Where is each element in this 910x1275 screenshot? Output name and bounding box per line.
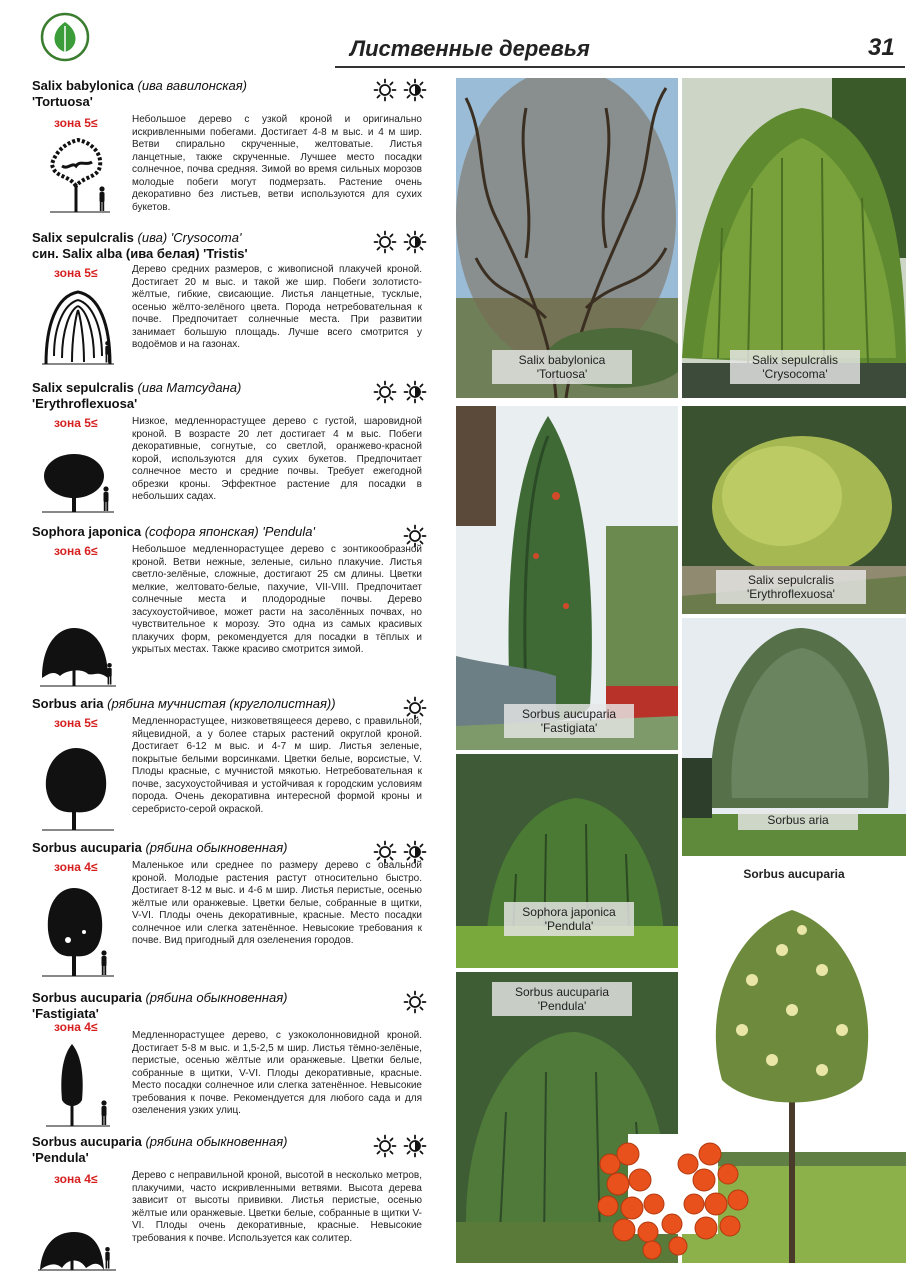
species-entry xyxy=(32,1134,427,1274)
light-icons xyxy=(373,380,427,404)
photo-salix-sepulcralis-crysocoma xyxy=(682,78,906,398)
species-description: Медленнорастущее дерево, с узкоколонновидной кроной. Достигает 5-8 м выс. и 1,5-2,5 м шир. Листья тёмно-зелёные, перистые, осенью жёлтые или оранжевые. Цветки белые, собранные в щитки, V-VI. Плоды декоративные, красные. Место посадки солнечное или слегка затенённое. Невысокие требования к почве. Рекомендуется для любого сада и для озеленения узких улиц. xyxy=(132,1030,422,1116)
oval-tree-silhouette-icon xyxy=(38,744,118,834)
species-entry xyxy=(32,230,427,380)
hardiness-zone: зона 5≤ xyxy=(54,416,98,430)
page-header xyxy=(0,0,910,72)
photo-rowan-berries xyxy=(588,1124,760,1263)
species-title: Salix babylonica (ива вавилонская) 'Tortuosa' xyxy=(32,78,248,109)
photo-caption: Sorbus aucuparia 'Fastigiata' xyxy=(504,704,634,738)
species-entry xyxy=(32,524,427,694)
species-description: Низкое, медленнорастущее дерево с густой, шаровидной кроной. В возрасте 20 лет достигает 4 м выс. Побеги декоративные, согнутые, со светлой, оранжево-красной корой, используются для сухих букетов. Предпочитает солнечное место и средние почвы. Требует ежегодной обрезки кроны. Эффектное растение для посадки в небольших садах. xyxy=(132,416,422,502)
light-icons xyxy=(403,990,427,1014)
photo-caption: Salix sepulcralis 'Crysocoma' xyxy=(730,350,860,384)
photo-salix-erythroflexuosa xyxy=(682,406,906,614)
species-entry xyxy=(32,380,427,520)
species-title: Salix sepulcralis (ива Матсудана) 'Erythroflexuosa' xyxy=(32,380,242,411)
species-description: Дерево с неправильной кроной, высотой в несколько метров, плакучими, часто искривленными ветвями. Высота дерева зависит от высоты прививки. Листья перистые, осенью жёлтые или оранжевые. Цветки белые, собранные в щитки V-VI. Плоды очень декоративные, красные. Невысокие требования к почве. Используется как солитер. xyxy=(132,1170,422,1244)
species-title: Sophora japonica (софора японская) 'Pendula' xyxy=(32,524,315,539)
low-weeping-tree-silhouette-icon xyxy=(38,1224,118,1272)
species-title: Sorbus aucuparia (рябина обыкновенная) 'Pendula' xyxy=(32,1134,288,1165)
hardiness-zone: зона 5≤ xyxy=(54,266,98,280)
photo-caption: Salix sepulcralis 'Erythroflexuosa' xyxy=(716,570,866,604)
sun-icon xyxy=(403,990,427,1014)
light-icons xyxy=(373,230,427,254)
leaf-logo-icon xyxy=(40,12,90,62)
sun-icon xyxy=(373,380,397,404)
species-entry xyxy=(32,990,427,1140)
light-icons xyxy=(373,78,427,102)
species-title: Sorbus aria (рябина мучнистая (круглолистная)) xyxy=(32,696,336,711)
columnar-tree-silhouette-icon xyxy=(38,1042,118,1128)
species-description: Медленнорастущее, низковетвящееся дерево, с правильной, яйцевидной, а у более старых растений округлой кроной. Достигает 6-12 м выс. и 4-7 м шир. Листья зеленые, покрытые белыми ворсинками. Цветки белые, ворсистые, V. Плоды красные, с мучнистой мякотью. Нетребовательная к почве, засухоустойчивая и устойчивая к городским условиям порода. Очень декоративна интересной формой кроны и серебристо-серой окраской. xyxy=(132,716,422,815)
photo-caption: Salix babylonica 'Tortuosa' xyxy=(492,350,632,384)
photo-sorbus-fastigiata xyxy=(456,406,678,750)
page-number: 31 xyxy=(868,34,895,61)
species-title: Sorbus aucuparia (рябина обыкновенная) 'Fastigiata' xyxy=(32,990,288,1021)
sun-icon xyxy=(373,1134,397,1158)
header-divider xyxy=(335,66,905,68)
species-description: Небольшое дерево с узкой кроной и оригинально искривленными побегами. Достигает 4-8 м выс. и 4 м шир. Ветви спирально скрученные, желтоватые. Листья ланцетные, также скрученные. Лучшее место посадки солнечное, почва средняя. Зимой во время сильных морозов молодые побеги могут подмерзать. Растение очень декоративно без листьев, ветви используются для сухих букетов. xyxy=(132,114,422,213)
species-entry xyxy=(32,78,427,228)
hardiness-zone: зона 5≤ xyxy=(54,116,98,130)
species-description: Маленькое или среднее по размеру дерево с овальной кроной. Молодые растения растут относительно быстро. Достигает 8-12 м выс. и 4-6 м шир. Листья перистые, осенью жёлтые или оранжевые. Цветки белые, собранные в щитки, V-VI. Плоды очень декоративные, красные. Место посадки солнечное или слегка затенённое. Невысокие требования к почве. Вид пригодный для озеленения городов. xyxy=(132,860,422,946)
photo-caption: Sorbus aucuparia xyxy=(743,867,845,881)
half-shade-icon xyxy=(403,1134,427,1158)
weeping-tree-silhouette-icon xyxy=(38,286,118,366)
half-shade-icon xyxy=(403,230,427,254)
photo-salix-babylonica xyxy=(456,78,678,398)
species-entry xyxy=(32,840,427,990)
oval-tree-silhouette-icon xyxy=(38,884,118,980)
sun-icon xyxy=(373,78,397,102)
photo-caption: Sorbus aucuparia 'Pendula' xyxy=(492,982,632,1016)
hardiness-zone: зона 6≤ xyxy=(54,544,98,558)
species-title: Sorbus aucuparia (рябина обыкновенная) xyxy=(32,840,288,855)
page-title: Лиственные деревья xyxy=(350,36,590,61)
species-entry xyxy=(32,696,427,846)
species-description: Дерево средних размеров, с живописной плакучей кроной. Достигает 20 м выс. и такой же шир. Побеги золотисто-жёлтые, гибкие, свисающие. Листья ланцетные, тусклые, осенью жёлто-зелёного цвета. Порода нетребовательная к почве. Предпочитает солнечные места. При развитии занимает большую площадь. Лучше всего смотрится у водоёмов и на газонах. xyxy=(132,264,422,350)
round-tree-silhouette-icon xyxy=(38,450,118,514)
light-icons xyxy=(373,1134,427,1158)
half-shade-icon xyxy=(403,380,427,404)
photo-sophora-pendula xyxy=(456,754,678,968)
half-shade-icon xyxy=(403,78,427,102)
species-title: Salix sepulcralis (ива) 'Crysocoma' син. Salix alba (ива белая) 'Tristis' xyxy=(32,230,248,261)
photo-caption: Sorbus aria xyxy=(738,810,858,830)
hardiness-zone: зона 4≤ xyxy=(54,860,98,874)
umbrella-tree-silhouette-icon xyxy=(38,624,118,688)
hardiness-zone: зона 5≤ xyxy=(54,716,98,730)
species-description: Небольшое медленнорастущее дерево с зонтикообразной кроной. Ветви нежные, зеленые, сильно плакучие. Листья светло-зелёные, сложные, достигают 25 см длины. Цветки мелкие, желтовато-белые, пахучие, VII-VIII. Предпочитает солнечные места и плодородные почвы. Дерево засухоустойчивое, может расти на засолённых почвах, но чувствительное к морозу. Это одна из самых красивых плакучих форм, рекомендуется для посадки в тёплых и укрытых местах. Также красиво смотрится зимой. xyxy=(132,544,422,655)
photo-caption: Sophora japonica 'Pendula' xyxy=(504,902,634,936)
photo-sorbus-aria xyxy=(682,618,906,856)
hardiness-zone: зона 4≤ xyxy=(54,1020,98,1034)
tree-silhouette-icon xyxy=(38,136,118,214)
sun-icon xyxy=(373,230,397,254)
photo-gallery xyxy=(456,78,906,1263)
hardiness-zone: зона 4≤ xyxy=(54,1172,98,1186)
